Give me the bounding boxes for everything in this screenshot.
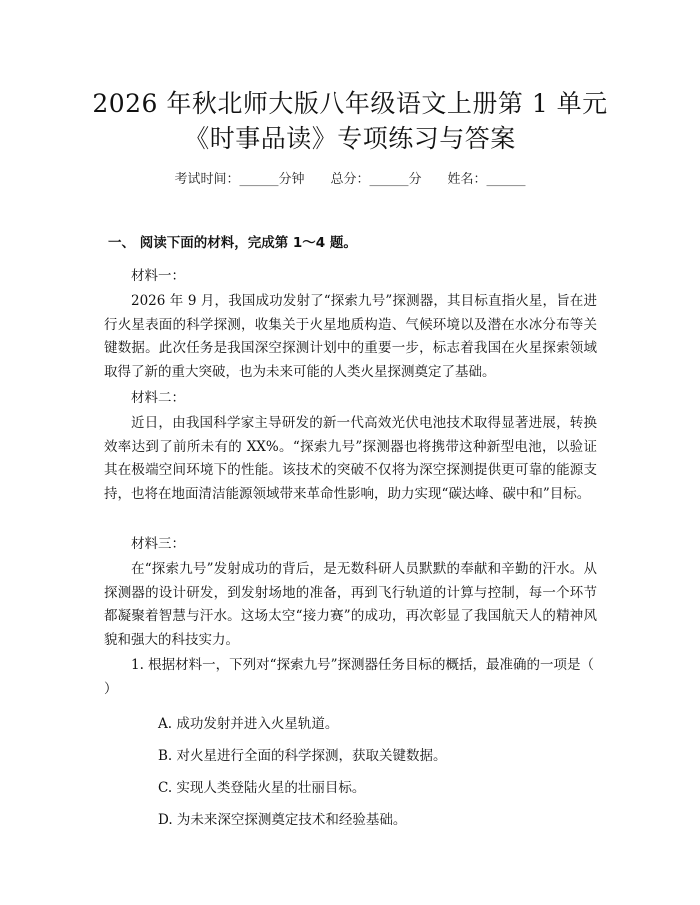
material1-label: 材料一： — [131, 268, 185, 284]
material2-text: 近日，由我国科学家主导研发的新一代高效光伏电池技术取得显著进展，转换效率达到了前所未有的 XX%。“探索九号”探测器也将携带这种新型电池，以验证其在极端空间环境下的性能。该技术的突破不仅将为深空探测提供更可靠的能源支持，也将在地面清洁能源领域带来革命性影响，助力实现“碳达峰、碳中和”目标。 — [104, 415, 597, 502]
document-title-line2: 《时事品读》专项练习与答案 — [184, 124, 516, 153]
document-title-line1: 2026 年秋北师大版八年级语文上册第 1 单元 — [92, 89, 608, 118]
question1-option-a: A. 成功发射并进入火星轨道。 — [158, 716, 339, 732]
material3-label: 材料三： — [131, 536, 185, 552]
exam-time-label: 考试时间：______分钟 — [174, 172, 305, 187]
question1-option-c: C. 实现人类登陆火星的壮丽目标。 — [158, 780, 366, 796]
question1-stem: 1. 根据材料一，下列对“探索九号”探测器任务目标的概括，最准确的一项是（ ） — [104, 657, 594, 697]
name-label: 姓名：______ — [447, 172, 526, 187]
section-heading: 一、 阅读下面的材料，完成第 1～4 题。 — [108, 235, 357, 251]
question1-option-b: B. 对火星进行全面的科学探测，获取关键数据。 — [158, 748, 447, 764]
question1-option-d: D. 为未来深空探测奠定技术和经验基础。 — [158, 812, 407, 828]
total-score-label: 总分：______分 — [330, 172, 422, 187]
exam-meta — [0, 168, 700, 187]
material3-text: 在“探索九号”发射成功的背后，是无数科研人员默默的奉献和辛勤的汗水。从探测器的设计研发，到发射场地的准备，再到飞行轨道的计算与控制，每一个环节都凝聚着智慧与汗水。这场太空“接力赛”的成功，再次彰显了我国航天人的精神风貌和强大的科技实力。 — [104, 561, 597, 648]
material1-text: 2026 年 9 月，我国成功发射了“探索九号”探测器，其目标直指火星，旨在进行火星表面的科学探测，收集关于火星地质构造、气候环境以及潜在水冰分布等关键数据。此次任务是我国深空探测计划中的重要一步，标志着我国在火星探索领域取得了新的重大突破，也为未来可能的人类火星探测奠定了基础。 — [104, 293, 597, 380]
material2-label: 材料二： — [131, 390, 185, 406]
